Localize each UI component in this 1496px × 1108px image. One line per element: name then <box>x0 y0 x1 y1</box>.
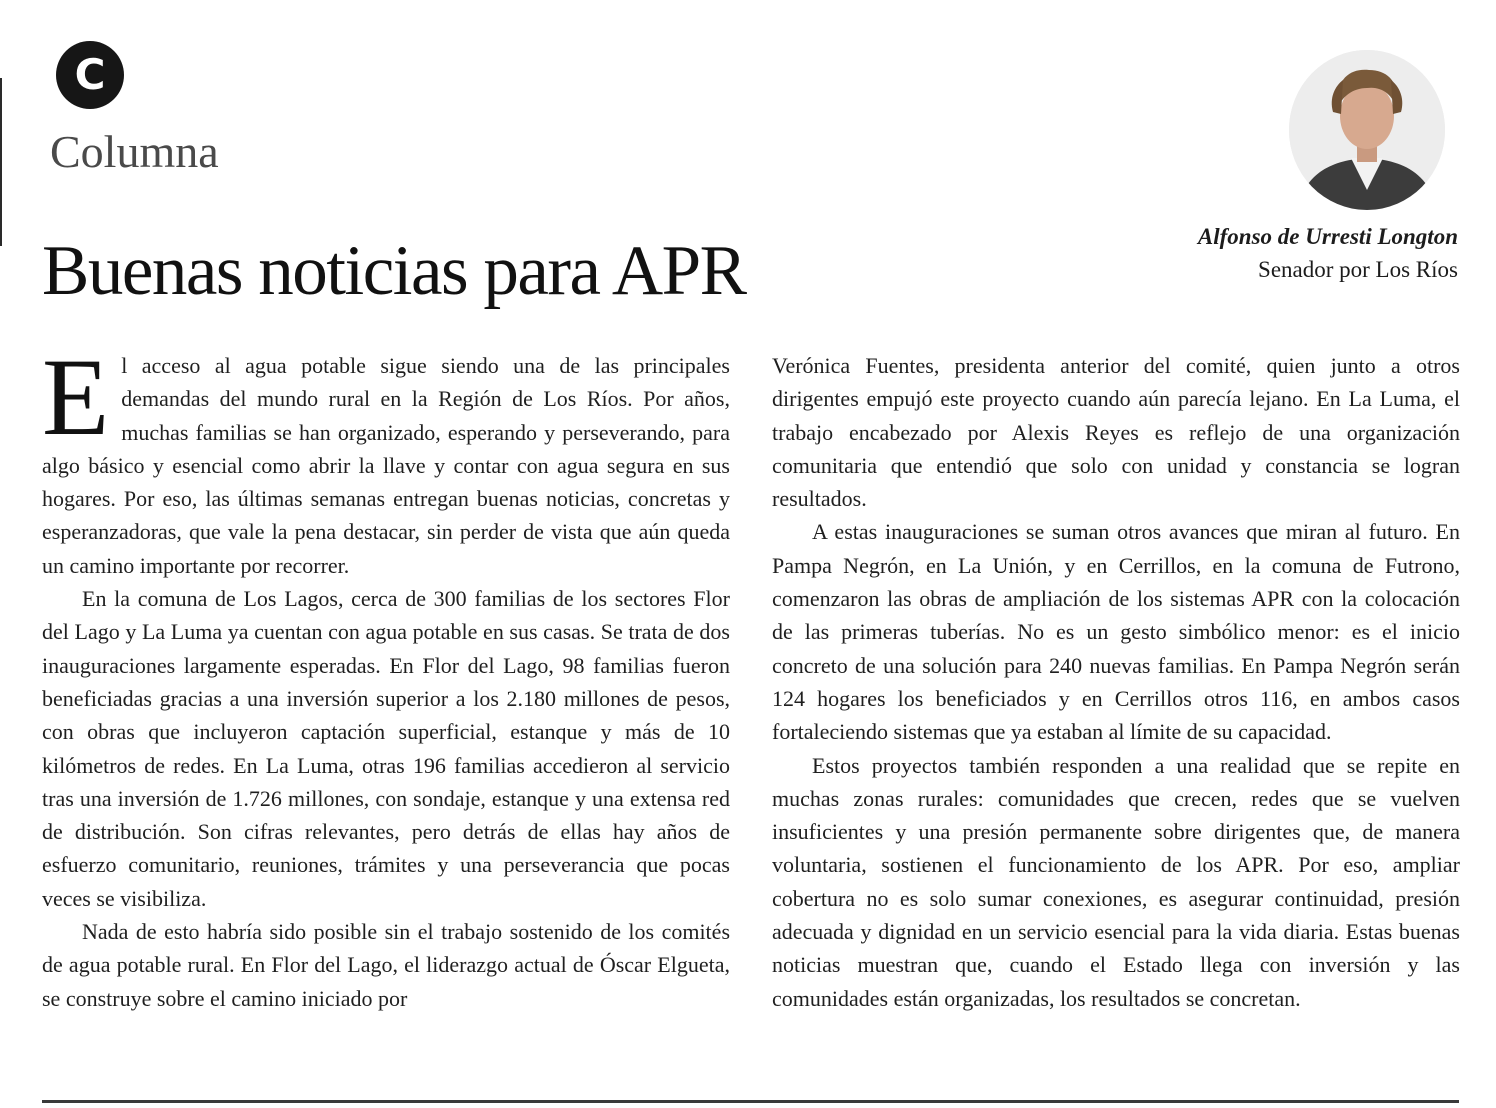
article-paragraph: Nada de esto habría sido posible sin el trabajo sostenido de los comités de agua potable rural. En Flor del Lago, el liderazgo actual de Óscar Elgueta, se construye sobre el camino iniciado por <box>42 919 730 1011</box>
article-headline: Buenas noticias para APR <box>42 232 746 310</box>
author-byline <box>1198 220 1458 286</box>
page-edge-mark <box>0 78 2 246</box>
paragraph-text: l acceso al agua potable sigue siendo una de las principales demandas del mundo rural en la Región de Los Ríos. Por años, muchas familias se han organizado, esperando y perseverando, para algo básico y esencial como abrir la llave y contar con agua segura en sus hogares. Por eso, las últimas semanas entregan buenas noticias, concretas y esperanzadoras, que vale la pena destacar, sin perder de vista que aún queda un camino importante por recorrer. <box>42 353 730 578</box>
article-paragraph: Verónica Fuentes, presidenta anterior del comité, quien junto a otros dirigentes empujó este proyecto cuando aún parecía lejano. En La Luma, el trabajo encabezado por Alexis Reyes es reflejo de una organización comunitaria que entendió que solo con unidad y constancia se logran resultados. <box>772 353 1460 512</box>
author-role: Senador por Los Ríos <box>1258 257 1458 282</box>
author-photo <box>1289 50 1445 210</box>
article-paragraph: Estos proyectos también responden a una realidad que se repite en muchas zonas rurales: comunidades que crecen, redes que se vuelven insuficientes y una presión permanente sobre dirigentes que, de manera voluntaria, sostienen el funcionamiento de los APR. Por eso, ampliar cobertura no es solo sumar conexiones, es asegurar continuidad, presión adecuada y dignidad en un servicio esencial para la vida diaria. Estas buenas noticias muestran que, cuando el Estado llega con inversión y las comunidades están organizadas, los resultados se concretan. <box>772 752 1460 1011</box>
article-column-right <box>772 349 1460 1015</box>
column-badge-icon: C <box>56 41 124 109</box>
author-portrait-icon <box>1289 50 1445 210</box>
article-column-left <box>42 336 730 1015</box>
article-paragraph: A estas inauguraciones se suman otros avances que miran al futuro. En Pampa Negrón, en La Unión, y en Cerrillos, en la comuna de Futrono, comenzaron las obras de ampliación de los sistemas APR con la colocación de las primeras tuberías. No es un gesto simbólico menor: es el inicio concreto de una solución para 240 nuevas familias. En Pampa Negrón serán 124 hogares los beneficiados y en Cerrillos otros 116, en ambos casos fortaleciendo sistemas que ya estaban al límite de su capacidad. <box>772 519 1460 745</box>
article-paragraph <box>42 336 730 582</box>
section-label: Columna <box>50 126 219 177</box>
drop-cap: E <box>42 336 110 458</box>
author-name: Alfonso de Urresti Longton <box>1197 224 1458 249</box>
bottom-rule <box>42 1100 1459 1103</box>
article-paragraph: En la comuna de Los Lagos, cerca de 300 familias de los sectores Flor del Lago y La Luma ya cuentan con agua potable en sus casas. Se trata de dos inauguraciones largamente esperadas. En Flor del Lago, 98 familias fueron beneficiadas gracias a una inversión superior a los 2.180 millones de pesos, con obras que incluyeron captación superficial, estanque y más de 10 kilómetros de redes. En La Luma, otras 196 familias accedieron al servicio tras una inversión de 1.726 millones, con sondaje, estanque y una extensa red de distribución. Son cifras relevantes, pero detrás de ellas hay años de esfuerzo comunitario, reuniones, trámites y una perseverancia que pocas veces se visibiliza. <box>42 586 730 911</box>
